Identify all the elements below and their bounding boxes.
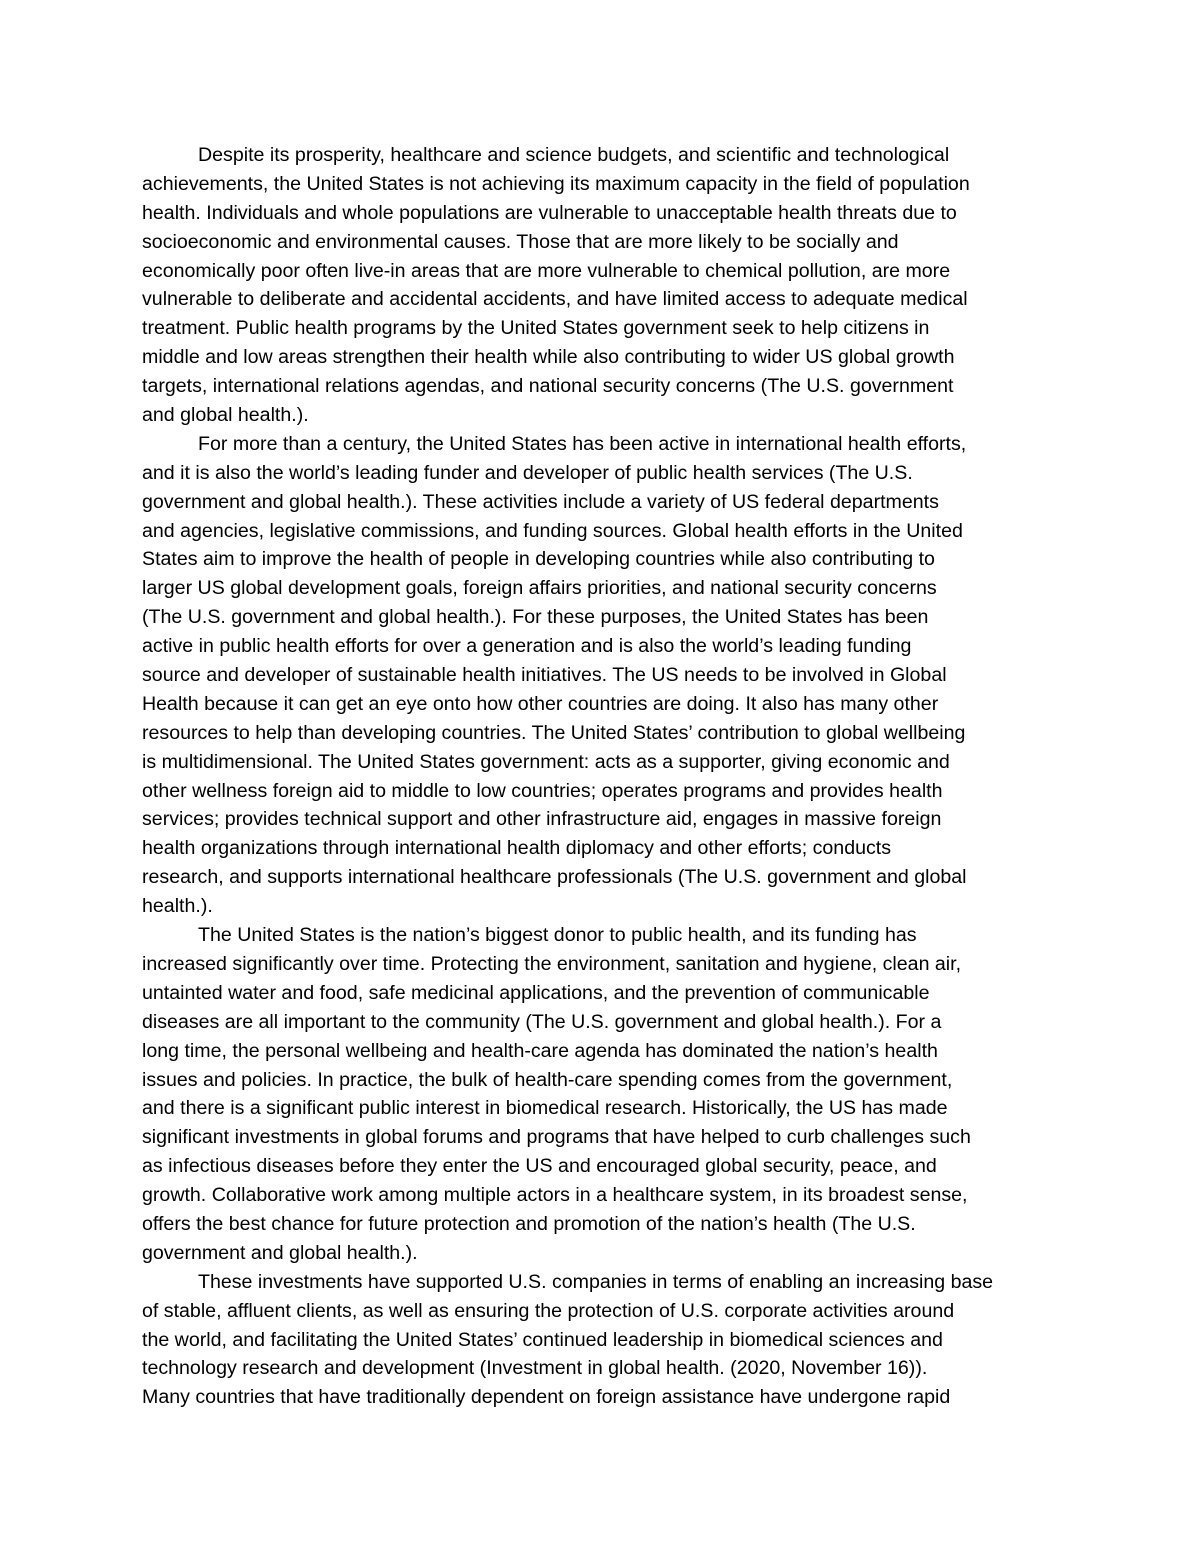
text-line: is multidimensional. The United States government: acts as a supporter, giving economic and bbox=[142, 750, 950, 773]
text-line: untainted water and food, safe medicinal applications, and the prevention of communicable bbox=[142, 981, 930, 1004]
text-line: larger US global development goals, foreign affairs priorities, and national security concerns bbox=[142, 577, 937, 600]
text-line: government and global health.). These activities include a variety of US federal departments bbox=[142, 490, 939, 513]
text-line: Health because it can get an eye onto how other countries are doing. It also has many other bbox=[142, 692, 939, 715]
text-line: the world, and facilitating the United States’ continued leadership in biomedical sciences and bbox=[142, 1328, 943, 1351]
text-line: health.). bbox=[142, 895, 213, 918]
paragraph-first-line: Despite its prosperity, healthcare and science budgets, and scientific and technological bbox=[198, 144, 950, 166]
text-line: active in public health efforts for over a generation and is also the world’s leading funding bbox=[142, 635, 912, 658]
text-line: health. Individuals and whole populations are vulnerable to unacceptable health threats due to bbox=[142, 201, 957, 224]
text-line: and there is a significant public interest in biomedical research. Historically, the US has made bbox=[142, 1097, 948, 1120]
text-line: diseases are all important to the community (The U.S. government and global health.). For a bbox=[142, 1010, 942, 1033]
text-line: and global health.). bbox=[142, 404, 309, 427]
text-line: of stable, affluent clients, as well as ensuring the protection of U.S. corporate activities around bbox=[142, 1299, 955, 1322]
text-line: source and developer of sustainable health initiatives. The US needs to be involved in Global bbox=[142, 664, 947, 687]
text-line: services; provides technical support and other infrastructure aid, engages in massive foreign bbox=[142, 808, 942, 831]
text-line: achievements, the United States is not achieving its maximum capacity in the field of population bbox=[142, 172, 970, 195]
text-line: offers the best chance for future protection and promotion of the nation’s health (The U.S. bbox=[142, 1212, 916, 1235]
text-line: socioeconomic and environmental causes. Those that are more likely to be socially and bbox=[142, 230, 899, 253]
text-line: health organizations through international health diplomacy and other efforts; conducts bbox=[142, 837, 892, 860]
paragraph-first-line: The United States is the nation’s biggest donor to public health, and its funding has bbox=[198, 924, 917, 947]
text-line: government and global health.). bbox=[142, 1241, 418, 1264]
text-line: and agencies, legislative commissions, and funding sources. Global health efforts in the United bbox=[142, 519, 963, 542]
text-line: as infectious diseases before they enter the US and encouraged global security, peace, and bbox=[142, 1155, 937, 1178]
text-line: middle and low areas strengthen their health while also contributing to wider US global growth bbox=[142, 346, 955, 369]
text-line: significant investments in global forums and programs that have helped to curb challenges such bbox=[142, 1126, 971, 1149]
paragraph-first-line: These investments have supported U.S. companies in terms of enabling an increasing base bbox=[198, 1270, 994, 1293]
text-line: issues and policies. In practice, the bulk of health-care spending comes from the government, bbox=[142, 1068, 953, 1091]
text-line: increased significantly over time. Protecting the environment, sanitation and hygiene, clean air, bbox=[142, 952, 962, 975]
text-line: targets, international relations agendas, and national security concerns (The U.S. government bbox=[142, 375, 954, 398]
text-line: long time, the personal wellbeing and health-care agenda has dominated the nation’s health bbox=[142, 1039, 938, 1062]
text-line: other wellness foreign aid to middle to low countries; operates programs and provides health bbox=[142, 779, 943, 802]
text-line: economically poor often live-in areas that are more vulnerable to chemical pollution, are more bbox=[142, 259, 951, 282]
text-line: vulnerable to deliberate and accidental accidents, and have limited access to adequate medical bbox=[142, 288, 968, 311]
document-body bbox=[142, 141, 1062, 1412]
text-line: research, and supports international healthcare professionals (The U.S. government and global bbox=[142, 866, 967, 889]
text-line: treatment. Public health programs by the United States government seek to help citizens in bbox=[142, 317, 930, 340]
text-line: resources to help than developing countries. The United States’ contribution to global wellbeing bbox=[142, 721, 966, 744]
paragraph-first-line: For more than a century, the United States has been active in international health efforts, bbox=[198, 432, 967, 455]
text-line: growth. Collaborative work among multiple actors in a healthcare system, in its broadest sense, bbox=[142, 1184, 968, 1207]
text-line: Many countries that have traditionally dependent on foreign assistance have undergone rapid bbox=[142, 1386, 951, 1409]
text-line: technology research and development (Investment in global health. (2020, November 16)). bbox=[142, 1357, 928, 1380]
text-line: States aim to improve the health of people in developing countries while also contributing to bbox=[142, 548, 935, 571]
text-line: (The U.S. government and global health.). For these purposes, the United States has been bbox=[142, 606, 929, 629]
text-line: and it is also the world’s leading funder and developer of public health services (The U.S. bbox=[142, 461, 913, 484]
